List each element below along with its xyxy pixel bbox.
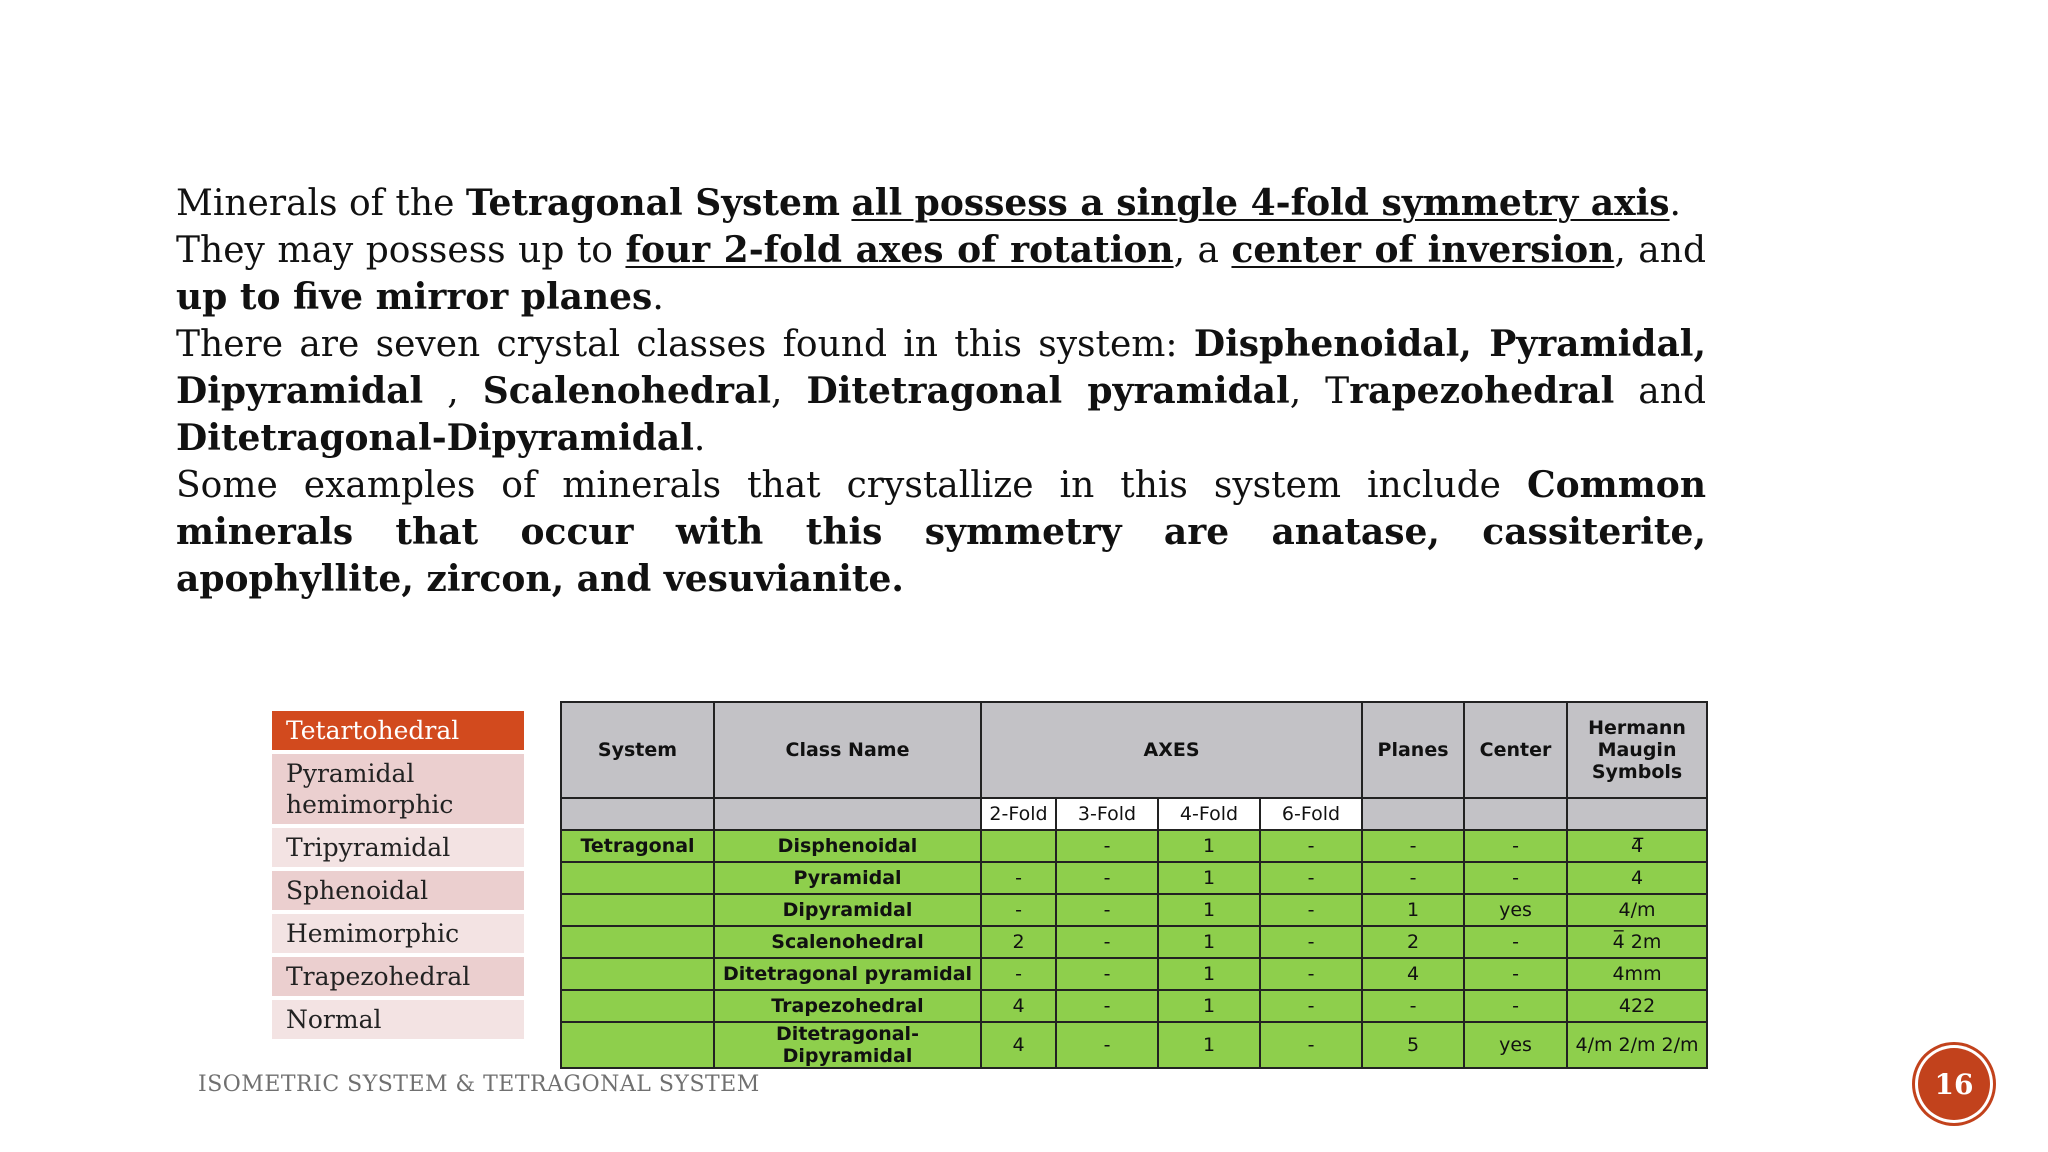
cell-2-fold: - (981, 862, 1056, 894)
text-run: and (1614, 371, 1706, 412)
cell-3-fold: - (1056, 1022, 1158, 1068)
subheader-empty (714, 798, 981, 830)
slide-footer: ISOMETRIC SYSTEM & TETRAGONAL SYSTEM (198, 1072, 760, 1097)
cell-6-fold: - (1260, 862, 1362, 894)
page-number-badge: 16 (1918, 1048, 1990, 1120)
text-run: . (652, 277, 664, 318)
cell-hm-symbol: 4/m 2/m 2/m (1567, 1022, 1707, 1068)
cell-system (561, 990, 714, 1022)
header-class-name: Class Name (714, 702, 981, 798)
header-center: Center (1464, 702, 1567, 798)
text-run: up to five mirror planes (176, 276, 653, 318)
cell-center: - (1464, 958, 1567, 990)
cell-hm-symbol: 4̅ (1567, 830, 1707, 862)
text-run: all possess a single 4-fold symmetry axis (851, 182, 1670, 224)
cell-planes: 2 (1362, 926, 1464, 958)
cell-center: - (1464, 926, 1567, 958)
text-run: , a (1173, 230, 1232, 271)
cell-planes: - (1362, 990, 1464, 1022)
cell-4-fold: 1 (1158, 958, 1260, 990)
text-run: , (423, 371, 483, 412)
cell-hm-symbol: 4̅ 2m (1567, 926, 1707, 958)
table-row (561, 990, 1707, 1022)
subheader-empty (1567, 798, 1707, 830)
text-run: Tetragonal System (465, 182, 840, 224)
subheader-empty (1464, 798, 1567, 830)
subheader-2-fold: 2-Fold (981, 798, 1056, 830)
cell-class-name: Trapezohedral (714, 990, 981, 1022)
cell-3-fold: - (1056, 862, 1158, 894)
cell-center: - (1464, 830, 1567, 862)
cell-2-fold (981, 830, 1056, 862)
cell-planes: - (1362, 830, 1464, 862)
cell-6-fold: - (1260, 990, 1362, 1022)
subheader-6-fold: 6-Fold (1260, 798, 1362, 830)
text-run: four 2-fold axes of rotation (625, 229, 1174, 271)
text-run: They may possess up to (176, 230, 626, 271)
text-run (840, 183, 851, 224)
cell-2-fold: 4 (981, 990, 1056, 1022)
paragraph-2 (176, 227, 1706, 321)
cell-4-fold: 1 (1158, 830, 1260, 862)
table-row (561, 958, 1707, 990)
cell-3-fold: - (1056, 894, 1158, 926)
cell-3-fold: - (1056, 990, 1158, 1022)
header-axes: AXES (981, 702, 1362, 798)
text-run: , T (1289, 371, 1350, 412)
text-run: , and (1614, 230, 1706, 271)
class-item-tripyramidal: Tripyramidal (272, 828, 524, 867)
cell-hm-symbol: 4/m (1567, 894, 1707, 926)
cell-class-name: Ditetragonal-Dipyramidal (714, 1022, 981, 1068)
paragraph-3 (176, 321, 1706, 462)
text-run: . (693, 418, 706, 459)
subheader-empty (1362, 798, 1464, 830)
table-row (561, 894, 1707, 926)
cell-class-name: Pyramidal (714, 862, 981, 894)
cell-class-name: Ditetragonal pyramidal (714, 958, 981, 990)
header-system: System (561, 702, 714, 798)
text-run: Scalenohedral (482, 370, 771, 412)
class-item-sphenoidal: Sphenoidal (272, 871, 524, 910)
cell-6-fold: - (1260, 958, 1362, 990)
text-run: center of inversion (1231, 229, 1615, 271)
cell-3-fold: - (1056, 926, 1158, 958)
subheader-empty (561, 798, 714, 830)
cell-system: Tetragonal (561, 830, 714, 862)
text-run: There are seven crystal classes found in this system: (176, 324, 1194, 365)
text-run: Ditetragonal-Dipyramidal (176, 417, 694, 459)
cell-system (561, 958, 714, 990)
text-run: . (1669, 183, 1681, 224)
crystal-class-list (272, 711, 524, 1043)
cell-class-name: Scalenohedral (714, 926, 981, 958)
cell-system (561, 1022, 714, 1068)
cell-4-fold: 1 (1158, 1022, 1260, 1068)
cell-hm-symbol: 4mm (1567, 958, 1707, 990)
table-header-row (561, 702, 1707, 798)
table-row (561, 830, 1707, 862)
cell-center: yes (1464, 1022, 1567, 1068)
cell-3-fold: - (1056, 958, 1158, 990)
cell-center: - (1464, 862, 1567, 894)
text-run: Common minerals that occur with this symmetry are anatase, cassiterite, apophyllite, zircon, and vesuvianite. (176, 464, 1706, 600)
cell-planes: - (1362, 862, 1464, 894)
paragraph-4 (176, 462, 1706, 603)
cell-center: yes (1464, 894, 1567, 926)
text-run: Disphenoidal, Pyramidal, Dipyramidal (176, 323, 1706, 412)
table-row (561, 1022, 1707, 1068)
cell-system (561, 926, 714, 958)
cell-class-name: Dipyramidal (714, 894, 981, 926)
subheader-3-fold: 3-Fold (1056, 798, 1158, 830)
cell-6-fold: - (1260, 894, 1362, 926)
cell-4-fold: 1 (1158, 926, 1260, 958)
class-item-hemimorphic: Hemimorphic (272, 914, 524, 953)
cell-system (561, 894, 714, 926)
cell-6-fold: - (1260, 1022, 1362, 1068)
header-hm-symbols: Hermann Maugin Symbols (1567, 702, 1707, 798)
symmetry-table (560, 701, 1708, 1069)
class-item-tetartohedral: Tetartohedral (272, 711, 524, 750)
cell-4-fold: 1 (1158, 990, 1260, 1022)
cell-planes: 4 (1362, 958, 1464, 990)
text-run: Some examples of minerals that crystallize in this system include (176, 465, 1527, 506)
cell-2-fold: 4 (981, 1022, 1056, 1068)
paragraph-1 (176, 180, 1706, 227)
cell-class-name: Disphenoidal (714, 830, 981, 862)
subheader-4-fold: 4-Fold (1158, 798, 1260, 830)
text-run: Ditetragonal pyramidal (806, 370, 1290, 412)
header-planes: Planes (1362, 702, 1464, 798)
table-row (561, 926, 1707, 958)
text-run: , (771, 371, 807, 412)
cell-planes: 5 (1362, 1022, 1464, 1068)
cell-4-fold: 1 (1158, 862, 1260, 894)
body-text (176, 180, 1706, 603)
cell-2-fold: - (981, 958, 1056, 990)
cell-2-fold: 2 (981, 926, 1056, 958)
class-item-pyramidal-hemimorphic: Pyramidal hemimorphic (272, 754, 524, 824)
cell-system (561, 862, 714, 894)
text-run: Minerals of the (176, 183, 466, 224)
cell-center: - (1464, 990, 1567, 1022)
cell-2-fold: - (981, 894, 1056, 926)
class-item-trapezohedral: Trapezohedral (272, 957, 524, 996)
text-run: rapezohedral (1349, 370, 1615, 412)
cell-4-fold: 1 (1158, 894, 1260, 926)
cell-hm-symbol: 4 (1567, 862, 1707, 894)
class-item-normal: Normal (272, 1000, 524, 1039)
cell-6-fold: - (1260, 830, 1362, 862)
cell-hm-symbol: 422 (1567, 990, 1707, 1022)
cell-3-fold: - (1056, 830, 1158, 862)
cell-6-fold: - (1260, 926, 1362, 958)
table-subheader-row (561, 798, 1707, 830)
table-row (561, 862, 1707, 894)
cell-planes: 1 (1362, 894, 1464, 926)
